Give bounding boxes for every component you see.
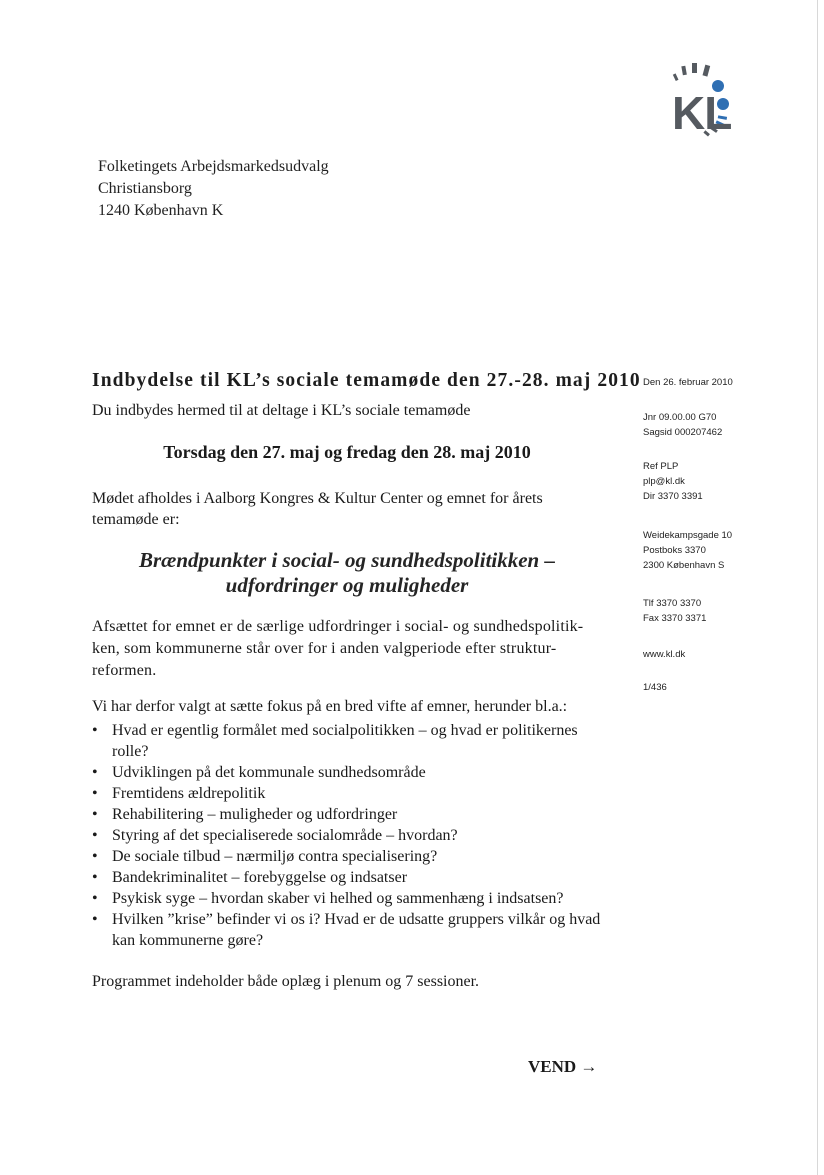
recipient-line-2: Christiansborg (98, 180, 192, 197)
list-item: • Udviklingen på det kommunale sundhedsområde (92, 764, 426, 781)
journal-number: Jnr 09.00.00 G70 (643, 412, 717, 423)
letter-date: Den 26. februar 2010 (643, 377, 733, 388)
list-item: • De sociale tilbud – nærmiljø contra specialisering? (92, 848, 438, 865)
street-address: Weidekampsgade 10 (643, 530, 733, 541)
list-item: • Styring af det specialiserede socialområde – hvordan? (92, 827, 458, 844)
theme-line-2: udfordringer og muligheder (225, 573, 469, 597)
phone-number: Tlf 3370 3370 (643, 598, 702, 609)
phone-block (643, 596, 706, 626)
kl-logo (662, 56, 772, 156)
venue-text: Mødet afholdes i Aalborg Kongres & Kultur Center og emnet for årets temamøde er: (92, 490, 543, 528)
list-item: • Fremtidens ældrepolitik (92, 785, 266, 802)
list-item: • Bandekriminalitet – forebyggelse og indsatser (92, 869, 408, 886)
turn-page-label: VEND → (528, 1057, 598, 1076)
contact-block (643, 459, 703, 504)
bullet-icon: • (92, 785, 98, 802)
recipient-line-1: Folketingets Arbejdsmarkedsudvalg (98, 158, 329, 175)
city: 2300 København S (643, 560, 725, 571)
bullet-icon: • (92, 890, 98, 907)
bullet-icon: • (92, 806, 98, 823)
topics-list (92, 720, 612, 951)
closing-line: Programmet indeholder både oplæg i plenum og 7 sessioner. (92, 973, 480, 990)
letter-intro: Du indbydes hermed til at deltage i KL’s sociale temamøde (92, 402, 471, 419)
event-theme (92, 548, 602, 598)
list-item: • Psykisk syge – hvordan skaber vi helhed og sammenhæng i indsatsen? (92, 890, 564, 907)
reference-block (643, 410, 722, 440)
website: www.kl.dk (643, 649, 686, 660)
paragraph-line-2: ken, som kommunerne står over for i anden valgperiode efter struktur- (92, 640, 557, 657)
reference-initials: Ref PLP (643, 461, 679, 472)
contact-email: plp@kl.dk (643, 476, 685, 487)
bullet-icon: • (92, 848, 98, 865)
topics-lead: Vi har derfor valgt at sætte fokus på en bred vifte af emner, herunder bl.a.: (92, 698, 568, 715)
logo-wordmark: KL (672, 87, 732, 139)
list-item: • Hvilken ”krise” befinder vi os i? Hvad er de udsatte gruppers vilkår og hvad kan kommunerne gøre? (92, 911, 601, 949)
bullet-icon: • (92, 869, 98, 886)
theme-line-1: Brændpunkter i social- og sundhedspolitikken – (139, 548, 555, 572)
scan-edge-line (817, 0, 818, 1175)
paragraph-line-3: reformen. (92, 662, 157, 679)
recipient-line-3: 1240 København K (98, 202, 224, 219)
list-item: • Rehabilitering – muligheder og udfordringer (92, 806, 398, 823)
letter-title: Indbydelse til KL’s sociale temamøde den 27.-28. maj 2010 (92, 370, 641, 391)
event-dates: Torsdag den 27. maj og fredag den 28. maj 2010 (163, 442, 531, 462)
bullet-icon: • (92, 911, 98, 928)
recipient-address (98, 156, 329, 222)
postbox: Postboks 3370 (643, 545, 706, 556)
fax-number: Fax 3370 3371 (643, 613, 707, 624)
case-id: Sagsid 000207462 (643, 427, 723, 438)
paragraph-line-1: Afsættet for emnet er de særlige udfordringer i social- og sundhedspolitik- (92, 618, 584, 635)
direct-phone: Dir 3370 3391 (643, 491, 703, 502)
bullet-icon: • (92, 722, 98, 739)
list-item: • Hvad er egentlig formålet med socialpolitikken – og hvad er politikernes rolle? (92, 722, 578, 760)
postal-address-block (643, 528, 732, 573)
bullet-icon: • (92, 764, 98, 781)
background-paragraph (92, 616, 602, 682)
document-number: 1/436 (643, 682, 667, 693)
bullet-icon: • (92, 827, 98, 844)
